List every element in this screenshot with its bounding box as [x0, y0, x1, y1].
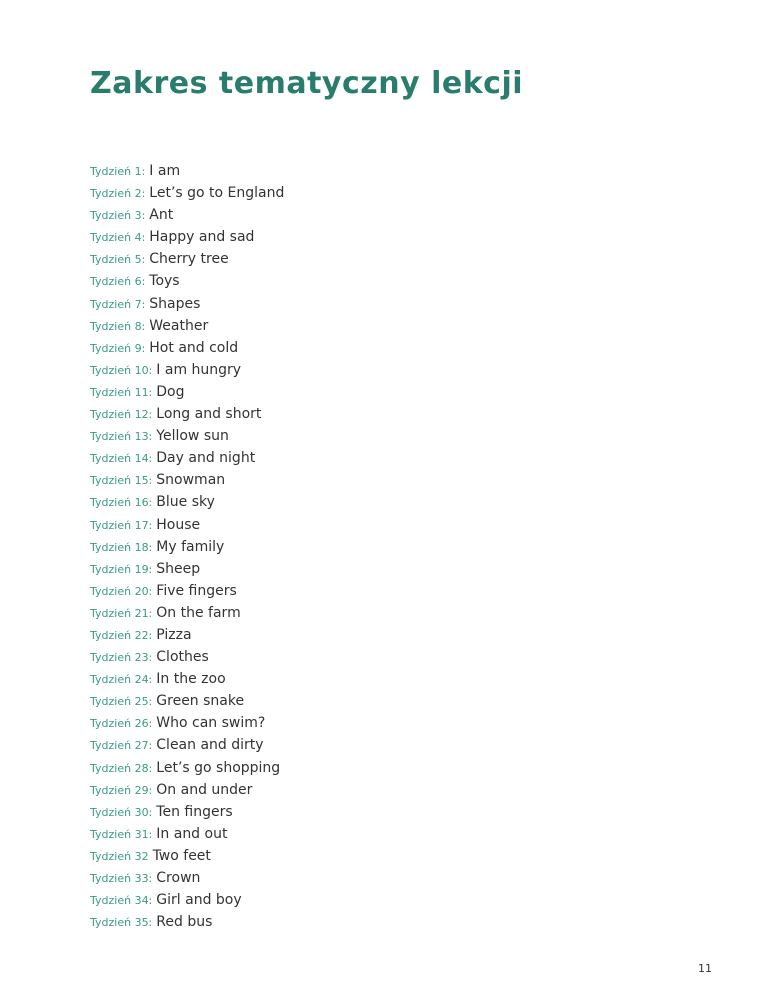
week-topic: Cherry tree: [149, 251, 229, 268]
list-item: [90, 468, 284, 490]
week-label: Tydzień 6:: [90, 275, 146, 289]
week-topic: My family: [156, 538, 225, 555]
week-topic: Happy and sad: [149, 229, 255, 246]
week-label: Tydzień 19:: [90, 562, 153, 576]
week-topic: Pizza: [156, 626, 192, 643]
list-item: [90, 402, 284, 424]
week-topic: Green snake: [156, 693, 245, 710]
week-topic: Snowman: [156, 472, 226, 489]
list-item: [90, 822, 284, 844]
list-item: [90, 513, 284, 535]
week-topic: On and under: [156, 781, 253, 798]
list-item: [90, 159, 284, 181]
week-label: Tydzień 26:: [90, 717, 153, 731]
list-item: [90, 800, 284, 822]
week-label: Tydzień 11:: [90, 385, 153, 399]
week-label: Tydzień 10:: [90, 363, 153, 377]
week-label: Tydzień 4:: [90, 231, 146, 245]
week-topic: Two feet: [152, 847, 211, 864]
week-topic: Ant: [149, 207, 174, 224]
list-item: [90, 358, 284, 380]
list-item: [90, 623, 284, 645]
week-topic: Let’s go shopping: [156, 759, 281, 776]
week-label: Tydzień 32: [90, 849, 149, 863]
week-label: Tydzień 33:: [90, 872, 153, 885]
page-title: Zakres tematyczny lekcji: [90, 66, 524, 101]
list-item: [90, 336, 284, 358]
week-label: Tydzień 31:: [90, 827, 153, 841]
list-item: [90, 181, 284, 203]
list-item: [90, 446, 284, 468]
week-topic: In the zoo: [156, 671, 226, 688]
week-label: Tydzień 17:: [90, 518, 153, 532]
list-item: [90, 756, 284, 778]
list-item: [90, 733, 284, 755]
list-item: [90, 667, 284, 689]
week-topic: Let’s go to England: [149, 185, 285, 202]
week-label: Tydzień 15:: [90, 474, 153, 488]
week-label: Tydzień 12:: [90, 408, 153, 422]
week-topic: Red bus: [156, 914, 213, 931]
week-label: Tydzień 2:: [90, 187, 146, 201]
list-item: [90, 225, 284, 247]
week-label: Tydzień 22:: [90, 628, 153, 642]
week-label: Tydzień 13:: [90, 430, 153, 444]
list-item: [90, 269, 284, 291]
list-item: [90, 557, 284, 579]
week-topic: On the farm: [156, 604, 241, 621]
list-item: [90, 910, 284, 932]
week-label: Tydzień 25:: [90, 695, 153, 709]
page-number: 11: [698, 962, 712, 975]
list-item: [90, 645, 284, 667]
week-topic: I am hungry: [156, 361, 242, 378]
week-topic: I am: [149, 163, 181, 179]
week-topic: Who can swim?: [156, 715, 266, 732]
week-topic: Sheep: [156, 560, 201, 577]
week-label: Tydzień 30:: [90, 805, 153, 819]
week-label: Tydzień 21:: [90, 606, 153, 620]
list-item: [90, 314, 284, 336]
week-label: Tydzień 29:: [90, 783, 153, 797]
week-label: Tydzień 1:: [90, 165, 146, 178]
list-item: [90, 535, 284, 557]
list-item: [90, 866, 284, 888]
week-label: Tydzień 14:: [90, 452, 153, 466]
week-topic: Clean and dirty: [156, 737, 264, 754]
list-item: [90, 203, 284, 225]
list-item: [90, 778, 284, 800]
week-label: Tydzień 18:: [90, 540, 153, 554]
list-item: [90, 490, 284, 512]
list-item: [90, 888, 284, 910]
week-label: Tydzień 27:: [90, 739, 153, 753]
week-topic: Toys: [149, 273, 180, 290]
week-label: Tydzień 35:: [90, 916, 153, 930]
week-topic: Shapes: [149, 295, 201, 312]
week-topic: In and out: [156, 825, 228, 842]
week-label: Tydzień 24:: [90, 673, 153, 687]
week-topic: Five fingers: [156, 582, 237, 599]
week-list: [90, 159, 284, 932]
week-label: Tydzień 20:: [90, 584, 153, 598]
list-item: [90, 424, 284, 446]
week-topic: Clothes: [156, 649, 209, 666]
week-label: Tydzień 8:: [90, 319, 146, 333]
week-label: Tydzień 5:: [90, 253, 146, 267]
list-item: [90, 689, 284, 711]
list-item: [90, 601, 284, 623]
week-topic: Crown: [156, 870, 201, 886]
week-topic: Weather: [149, 317, 209, 334]
week-topic: Hot and cold: [149, 339, 239, 356]
week-topic: Dog: [156, 383, 185, 400]
week-topic: Long and short: [156, 406, 262, 423]
week-label: Tydzień 7:: [90, 297, 146, 311]
list-item: [90, 579, 284, 601]
week-label: Tydzień 16:: [90, 496, 153, 510]
week-label: Tydzień 9:: [90, 341, 146, 355]
list-item: [90, 247, 284, 269]
list-item: [90, 292, 284, 314]
week-topic: Blue sky: [156, 494, 215, 511]
week-topic: Yellow sun: [156, 428, 229, 445]
week-label: Tydzień 28:: [90, 761, 153, 775]
week-label: Tydzień 23:: [90, 651, 153, 665]
list-item: [90, 844, 284, 866]
list-item: [90, 711, 284, 733]
week-topic: Day and night: [156, 450, 256, 467]
week-topic: Girl and boy: [156, 892, 242, 909]
week-label: Tydzień 3:: [90, 209, 146, 223]
list-item: [90, 380, 284, 402]
week-topic: House: [156, 516, 201, 533]
week-label: Tydzień 34:: [90, 894, 153, 908]
week-topic: Ten fingers: [156, 803, 233, 820]
